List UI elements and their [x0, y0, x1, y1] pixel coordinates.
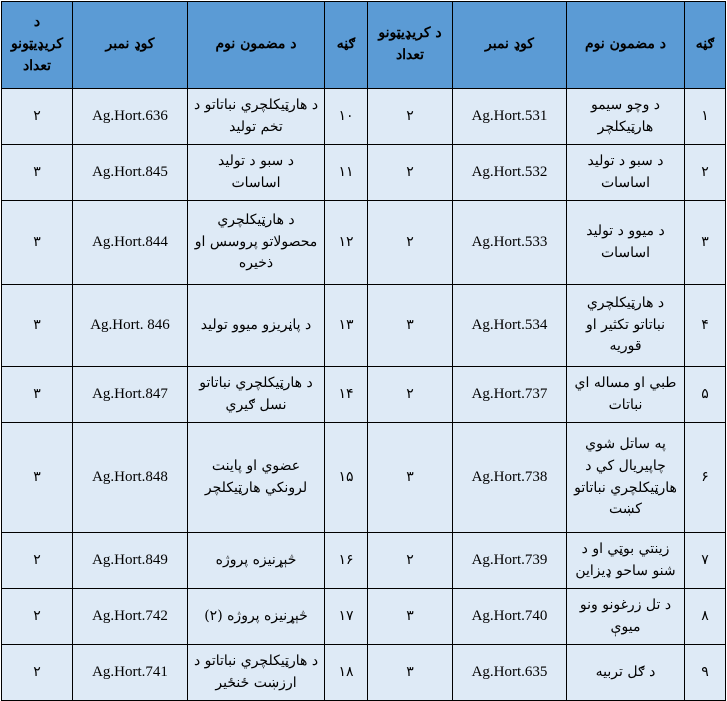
num-cell: ۱۰ — [325, 89, 368, 145]
num-cell: ۸ — [685, 589, 726, 645]
credits-cell: ۳ — [2, 285, 73, 367]
subject-cell: د هارټیکلچري نباتاتو نسل ګیري — [188, 367, 325, 423]
code-cell: Ag.Hort.532 — [453, 145, 567, 201]
header-num-right: ګڼه — [685, 2, 726, 89]
header-credits-right: د کریډیټونو تعداد — [368, 2, 453, 89]
code-cell: Ag.Hort.533 — [453, 201, 567, 285]
code-cell: Ag.Hort.849 — [73, 533, 188, 589]
code-cell: Ag.Hort.844 — [73, 201, 188, 285]
code-cell: Ag.Hort.636 — [73, 89, 188, 145]
header-code-right: کوډ نمبر — [453, 2, 567, 89]
subject-cell: طبي او مساله اي نباتات — [567, 367, 685, 423]
subject-cell: د وچو سیمو هارټیکلچر — [567, 89, 685, 145]
credits-cell: ۲ — [2, 589, 73, 645]
course-table — [1, 1, 726, 701]
num-cell: ۱۱ — [325, 145, 368, 201]
code-cell: Ag.Hort.742 — [73, 589, 188, 645]
table-row — [2, 367, 726, 423]
table-row — [2, 645, 726, 701]
table-row — [2, 145, 726, 201]
code-cell: Ag.Hort.635 — [453, 645, 567, 701]
credits-cell: ۳ — [368, 423, 453, 533]
subject-cell: د میوو د تولید اساسات — [567, 201, 685, 285]
subject-cell: د هارټیکلچري محصولاتو پروسس او ذخیره — [188, 201, 325, 285]
code-cell: Ag.Hort.737 — [453, 367, 567, 423]
num-cell: ۹ — [685, 645, 726, 701]
num-cell: ۶ — [685, 423, 726, 533]
subject-cell: زینتي بوټي او د شنو ساحو ډیزاین — [567, 533, 685, 589]
subject-cell: څېړنیزه پروژه (۲) — [188, 589, 325, 645]
credits-cell: ۲ — [2, 89, 73, 145]
code-cell: Ag.Hort.531 — [453, 89, 567, 145]
table-row — [2, 533, 726, 589]
subject-cell: د ګل تربیه — [567, 645, 685, 701]
subject-cell: د هارټیکلچري نباتاتو د ارزښت ځنځیر — [188, 645, 325, 701]
num-cell: ۱۳ — [325, 285, 368, 367]
num-cell: ۲ — [685, 145, 726, 201]
code-cell: Ag.Hort.740 — [453, 589, 567, 645]
credits-cell: ۳ — [2, 145, 73, 201]
credits-cell: ۲ — [368, 145, 453, 201]
num-cell: ۵ — [685, 367, 726, 423]
num-cell: ۳ — [685, 201, 726, 285]
credits-cell: ۳ — [2, 201, 73, 285]
subject-cell: د سبو د تولید اساسات — [188, 145, 325, 201]
credits-cell: ۲ — [2, 533, 73, 589]
code-cell: Ag.Hort.847 — [73, 367, 188, 423]
subject-cell: په ساتل شوي چاپیریال کي د هارټیکلچري نباتاتو کښت — [567, 423, 685, 533]
num-cell: ۱۷ — [325, 589, 368, 645]
credits-cell: ۳ — [368, 285, 453, 367]
num-cell: ۱۴ — [325, 367, 368, 423]
num-cell: ۱۵ — [325, 423, 368, 533]
num-cell: ۱ — [685, 89, 726, 145]
header-num-left: ګڼه — [325, 2, 368, 89]
subject-cell: د پاڼریزو میوو تولید — [188, 285, 325, 367]
num-cell: ۷ — [685, 533, 726, 589]
table-row — [2, 201, 726, 285]
credits-cell: ۳ — [368, 645, 453, 701]
credits-cell: ۲ — [368, 533, 453, 589]
code-cell: Ag.Hort.739 — [453, 533, 567, 589]
credits-cell: ۲ — [368, 367, 453, 423]
table-row — [2, 423, 726, 533]
table-row — [2, 589, 726, 645]
credits-cell: ۲ — [368, 201, 453, 285]
code-cell: Ag.Hort.534 — [453, 285, 567, 367]
code-cell: Ag.Hort. 846 — [73, 285, 188, 367]
subject-cell: د تل زرغونو ونو میوې — [567, 589, 685, 645]
header-row — [2, 2, 726, 89]
header-credits-left: د کریډیټونو تعداد — [2, 2, 73, 89]
table-row — [2, 285, 726, 367]
table-row — [2, 89, 726, 145]
subject-cell: عضوي او پاینت لرونکي هارټیکلچر — [188, 423, 325, 533]
code-cell: Ag.Hort.848 — [73, 423, 188, 533]
credits-cell: ۳ — [368, 589, 453, 645]
header-subject-right: د مضمون نوم — [567, 2, 685, 89]
code-cell: Ag.Hort.741 — [73, 645, 188, 701]
subject-cell: د هارټیکلچري نباتاتو تکثیر او قوریه — [567, 285, 685, 367]
num-cell: ۴ — [685, 285, 726, 367]
credits-cell: ۲ — [368, 89, 453, 145]
num-cell: ۱۶ — [325, 533, 368, 589]
code-cell: Ag.Hort.845 — [73, 145, 188, 201]
credits-cell: ۳ — [2, 367, 73, 423]
header-subject-left: د مضمون نوم — [188, 2, 325, 89]
header-code-left: کوډ نمبر — [73, 2, 188, 89]
credits-cell: ۳ — [2, 423, 73, 533]
credits-cell: ۲ — [2, 645, 73, 701]
num-cell: ۱۸ — [325, 645, 368, 701]
subject-cell: د سبو د تولید اساسات — [567, 145, 685, 201]
subject-cell: څېړنیزه پروژه — [188, 533, 325, 589]
num-cell: ۱۲ — [325, 201, 368, 285]
code-cell: Ag.Hort.738 — [453, 423, 567, 533]
subject-cell: د هارټیکلچري نباتاتو د تخم تولید — [188, 89, 325, 145]
